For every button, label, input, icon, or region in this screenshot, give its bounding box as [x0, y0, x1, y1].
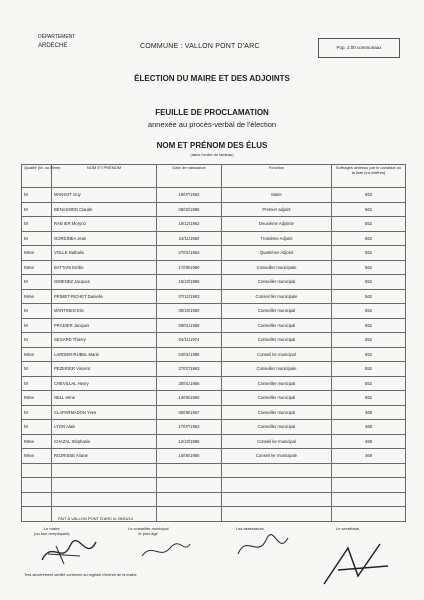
cell-suffrages: 552 [332, 391, 406, 406]
cell-suffrages: 552 [332, 217, 406, 232]
table-row [22, 289, 406, 304]
cell-fonction: Maire [222, 188, 332, 203]
departement-block [38, 33, 75, 51]
cell-naissance: 04/11/1974 [157, 333, 222, 348]
table-row [22, 260, 406, 275]
population-box: Pop. 2.00 communaux [318, 38, 400, 58]
cell-suffrages [332, 478, 406, 493]
cell-naissance: 15/10/1956 [157, 275, 222, 290]
cell-qualite [22, 492, 52, 507]
table-row [22, 463, 406, 478]
cell-nom: PRADIER Jacques [52, 318, 157, 333]
cell-nom: SEGARD Thierry [52, 333, 157, 348]
cell-nom: RAB IER Moryno [52, 217, 157, 232]
cell-naissance: 07/12/1953 [157, 289, 222, 304]
table-row [22, 231, 406, 246]
cell-fonction: Conseil ler municipale [222, 449, 332, 464]
cell-qualite: M [22, 217, 52, 232]
cell-qualite [22, 463, 52, 478]
table-row [22, 478, 406, 493]
cell-qualite: M [22, 405, 52, 420]
cell-naissance: 17/07/1963 [157, 420, 222, 435]
cell-fonction: Conseiller municipal [222, 304, 332, 319]
cell-qualite: M [22, 362, 52, 377]
cell-naissance [157, 478, 222, 493]
cell-qualite: M [22, 231, 52, 246]
cell-qualite [22, 478, 52, 493]
table-row [22, 492, 406, 507]
cell-nom [52, 463, 157, 478]
header-fonction: Fonction [222, 165, 332, 188]
header-nom: NOM ET PRÉNOM [52, 165, 157, 188]
cell-suffrages: 468 [332, 405, 406, 420]
table-row [22, 391, 406, 406]
cell-qualite: Mme [22, 449, 52, 464]
cell-naissance: 13/06/1960 [157, 391, 222, 406]
cell-suffrages [332, 463, 406, 478]
cell-qualite: M [22, 275, 52, 290]
secretaire-signature-mark [318, 540, 398, 590]
section-note: (dans l'ordre du tableau) [190, 152, 234, 157]
cell-suffrages [332, 492, 406, 507]
table-row [22, 188, 406, 203]
cell-naissance: 05/10/1960 [157, 304, 222, 319]
cell-qualite: M [22, 188, 52, 203]
table-row [22, 362, 406, 377]
cell-fonction: Conseiller municipal [222, 376, 332, 391]
cell-fonction [222, 463, 332, 478]
cell-qualite: M [22, 376, 52, 391]
table-row [22, 347, 406, 362]
cell-qualite: Mme [22, 434, 52, 449]
cell-fonction: Conseiller municipal [222, 405, 332, 420]
table-header-row [22, 165, 406, 188]
cell-nom: GIMENEZ Jacques [52, 275, 157, 290]
cell-fonction [222, 478, 332, 493]
cell-naissance: 19/12/1962 [157, 217, 222, 232]
commune-name: COMMUNE : VALLON PONT D'ARC [140, 43, 260, 50]
cell-qualite: M [22, 318, 52, 333]
cell-naissance [157, 463, 222, 478]
maire-signature-mark [34, 534, 104, 570]
cell-nom: PEZERIER Vincent [52, 362, 157, 377]
header-qualite: Qualité (M. ou Mme) [22, 165, 52, 188]
cell-fonction: Conseiller municipal [222, 391, 332, 406]
cell-nom: CHAZAL Stéphanie [52, 434, 157, 449]
cell-suffrages: 468 [332, 420, 406, 435]
cell-naissance [157, 507, 222, 522]
cell-naissance: 14/06/1960 [157, 449, 222, 464]
cell-fonction: Conseil ller municipale [222, 289, 332, 304]
cell-nom: GORDINEA Jean [52, 231, 157, 246]
cell-qualite [22, 507, 52, 522]
header-naissance: Date de naissance [157, 165, 222, 188]
cell-fonction [222, 492, 332, 507]
assesseur-signature-mark [232, 530, 292, 564]
cell-nom: VOLLE Nathalie [52, 246, 157, 261]
cell-qualite: Mme [22, 347, 52, 362]
main-title: ÉLECTION DU MAIRE ET DES ADJOINTS [134, 74, 290, 83]
sig-maire-sub: (ou son remplaçant) [34, 531, 70, 536]
cell-nom: MARTINEN Eric [52, 304, 157, 319]
cell-naissance: 30/01/1956 [157, 376, 222, 391]
certification-note: Très sincèrement certifié conforme au registre d'entrée de la mairie [24, 573, 137, 577]
annexe-subtitle: annexée au procès-verbal de l'élection [147, 120, 277, 129]
cell-suffrages: 552 [332, 333, 406, 348]
cell-qualite: Mme [22, 260, 52, 275]
cell-qualite: M [22, 202, 52, 217]
cell-naissance: 09/01/1958 [157, 318, 222, 333]
cell-naissance: 08/02/1965 [157, 202, 222, 217]
fait-a: FAIT À VALLON PONT D'ARC le 28/03/14 [58, 516, 134, 521]
cell-fonction: Conseil ler municipal [222, 347, 332, 362]
cell-qualite: Mme [22, 289, 52, 304]
cell-nom: BÉNASSIED Claude [52, 202, 157, 217]
cell-suffrages: 562 [332, 231, 406, 246]
cell-nom: PRIMET-RICHET Danielle [52, 289, 157, 304]
cell-suffrages: 562 [332, 289, 406, 304]
cell-suffrages: 552 [332, 318, 406, 333]
cell-qualite: M [22, 420, 52, 435]
table-row [22, 217, 406, 232]
conseiller-signature-mark [136, 534, 196, 564]
table-row [22, 202, 406, 217]
cell-nom: MANSOT Guy [52, 188, 157, 203]
sig-conseiller-label: Le conseiller municipal [128, 526, 169, 531]
cell-naissance: 19/07/1952 [157, 188, 222, 203]
cell-fonction: Quatrième Adjoint [222, 246, 332, 261]
table-row [22, 376, 406, 391]
table-row [22, 246, 406, 261]
cell-naissance: 05/08/1967 [157, 405, 222, 420]
table-row [22, 304, 406, 319]
cell-naissance: 24/11/1950 [157, 231, 222, 246]
cell-nom: BATTANI Emilie [52, 260, 157, 275]
cell-nom [52, 492, 157, 507]
cell-nom: LYON Alain [52, 420, 157, 435]
cell-naissance: 27/01/1963 [157, 246, 222, 261]
cell-nom: CLAPARMADON Yves [52, 405, 157, 420]
cell-nom [52, 478, 157, 493]
cell-fonction: Conseil ler municipal [222, 434, 332, 449]
cell-nom: ROJRISSE Ariane [52, 449, 157, 464]
cell-fonction: Deuxième Adjointe [222, 217, 332, 232]
cell-naissance: 17/09/1980 [157, 260, 222, 275]
header-suffrages: Suffrages obtenus par le candidat ou la liste (en chiffres) [332, 165, 406, 188]
cell-suffrages: 552 [332, 246, 406, 261]
cell-fonction [222, 507, 332, 522]
cell-suffrages: 552 [332, 304, 406, 319]
cell-nom: LARDIER-RUBEL Marie [52, 347, 157, 362]
cell-fonction: Conseiller municipale [222, 362, 332, 377]
cell-suffrages: 552 [332, 275, 406, 290]
cell-fonction: Conseiller municipal [222, 420, 332, 435]
departement-label: DÉPARTEMENT [38, 34, 76, 40]
cell-suffrages: 562 [332, 202, 406, 217]
table-row [22, 449, 406, 464]
cell-nom: CHEVILLAL Henry [52, 376, 157, 391]
feuille-title: FEUILLE DE PROCLAMATION [155, 108, 269, 117]
section-title: NOM ET PRÉNOM DES ÉLUS [156, 141, 268, 150]
cell-suffrages: 552 [332, 376, 406, 391]
table-row [22, 318, 406, 333]
table-row [22, 405, 406, 420]
signature-assesseurs: Les assesseurs [236, 526, 264, 531]
cell-suffrages: 468 [332, 434, 406, 449]
cell-naissance: 04/01/1986 [157, 347, 222, 362]
sig-maire-label: Le maire [44, 526, 60, 531]
sig-conseiller-sub: le plus âgé [138, 531, 158, 536]
cell-suffrages: 552 [332, 362, 406, 377]
cell-qualite: M [22, 304, 52, 319]
table-row [22, 275, 406, 290]
table-row [22, 333, 406, 348]
table-row [22, 434, 406, 449]
cell-naissance: 27/07/1963 [157, 362, 222, 377]
cell-fonction: Premier adjoint [222, 202, 332, 217]
cell-fonction: Conseiller municipale [222, 260, 332, 275]
cell-suffrages: 552 [332, 347, 406, 362]
cell-suffrages: 468 [332, 449, 406, 464]
cell-fonction: Conseiller municipal [222, 318, 332, 333]
cell-qualite: M [22, 333, 52, 348]
cell-suffrages [332, 507, 406, 522]
cell-fonction: Troisième Adjoint [222, 231, 332, 246]
signature-secretaire: Le secrétaire, [336, 526, 361, 531]
cell-suffrages: 553 [332, 188, 406, 203]
departement-name: ARDECHE [38, 43, 68, 49]
cell-qualite: Mme [22, 391, 52, 406]
cell-naissance: 12/10/1965 [157, 434, 222, 449]
cell-qualite: Mme [22, 246, 52, 261]
cell-fonction: Conseiller municipal [222, 333, 332, 348]
table-row [22, 420, 406, 435]
cell-naissance [157, 492, 222, 507]
cell-fonction: Conseiller municipal [222, 275, 332, 290]
cell-suffrages: 562 [332, 260, 406, 275]
cell-nom: NELL Irène [52, 391, 157, 406]
elus-table [21, 164, 406, 522]
